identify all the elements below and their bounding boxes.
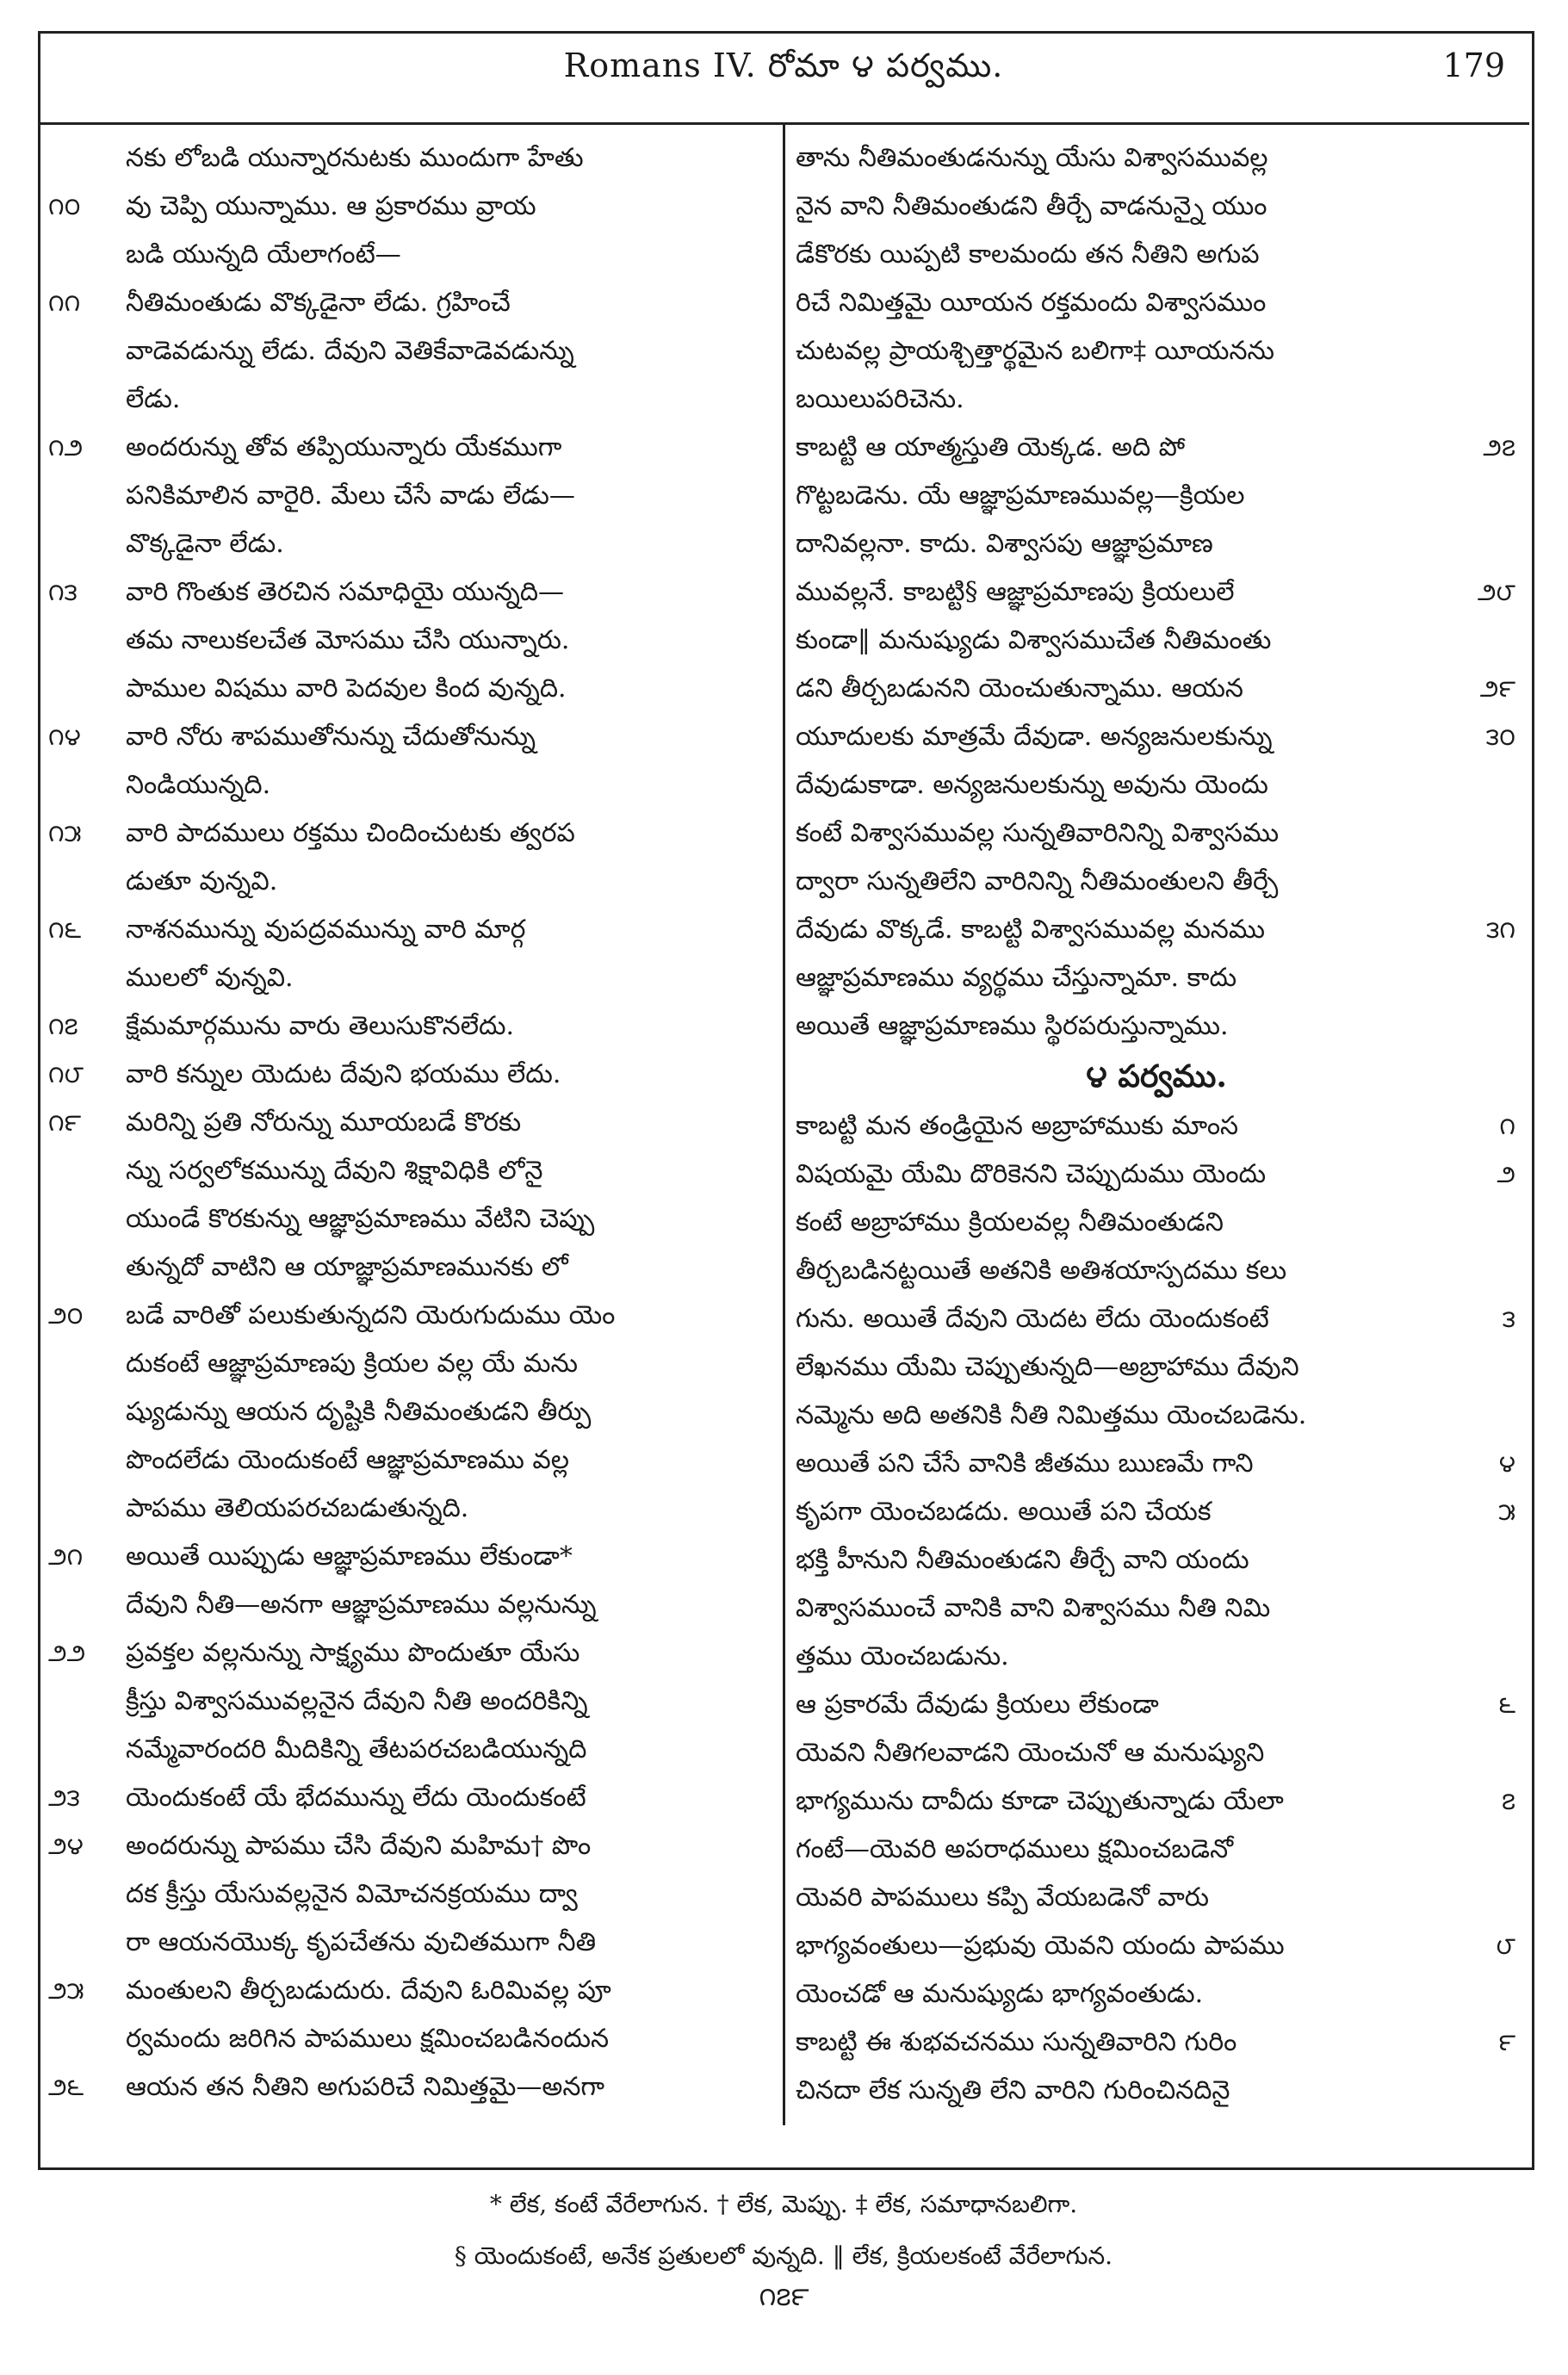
text-line [792,375,1521,424]
verse-number: ౧౧ [48,288,81,317]
text-line [48,327,776,375]
text-line [48,520,776,568]
verse-text: యెవరి పాపములు కప్పి వేయబడెనో వారు [796,1882,1209,1913]
verse-number: ౨౪ [48,1832,84,1860]
right-column-chapter3-end [792,134,1521,1051]
verse-text: భాగ్యవంతులు—ప్రభువు యెవని యందు పాపము [796,1931,1285,1961]
text-line [792,954,1521,1002]
text-line [48,2015,776,2063]
text-line [792,1247,1521,1295]
verse-text: కంటే విశ్వాసమువల్ల సున్నతివారినిన్ని విశ్వాసము [796,818,1280,848]
verse-number: ౫ [1498,1498,1515,1526]
verse-text: అయితే యిప్పుడు ఆజ్ఞాప్రమాణము లేకుండా* [126,1541,573,1572]
verse-text: లేఖనము యేమి చెప్పుతున్నది—అబ్రాహాము దేవుని [796,1352,1299,1382]
verse-text: వారి కన్నుల యెదుట దేవుని భయము లేదు. [126,1059,561,1089]
text-line [792,279,1521,327]
verse-text: తీర్చబడినట్టయితే అతనికి అతిశయాస్పదము కలు [796,1256,1287,1286]
text-line [792,1199,1521,1247]
text-line [48,1919,776,1967]
verse-number: ౨౮ [1477,578,1515,606]
verse-text: డేకొరకు యిప్పటి కాలమందు తన నీతిని అగుప [796,239,1260,270]
text-line [792,1295,1521,1343]
left-column [48,134,776,2115]
text-line [48,761,776,809]
verse-text: నీతిమంతుడు వొక్కడైనా లేడు. గ్రహించే [126,288,511,318]
verse-text: క్రీస్తు విశ్వాసమువల్లనైన దేవుని నీతి అందరికిన్ని [126,1686,588,1716]
verse-text: క్షేమమార్గమును వారు తెలుసుకొనలేదు. [126,1011,515,1041]
verse-number: ౨౧ [48,1542,84,1571]
text-line [792,231,1521,279]
text-line [48,1485,776,1533]
text-line [792,1970,1521,2018]
text-line [792,568,1521,617]
text-line [48,906,776,954]
text-line [792,183,1521,231]
text-line [792,1922,1521,1970]
verse-text: మువల్లనే. కాబట్టి§ ఆజ్ఞాప్రమాణపు క్రియలులే [796,577,1235,607]
text-line [48,809,776,858]
text-line [792,1102,1521,1150]
text-line [48,1243,776,1292]
text-line [792,1343,1521,1392]
verse-text: తున్నదో వాటిని ఆ యాజ్ఞాప్రమాణమునకు లో [126,1252,568,1282]
text-line [792,906,1521,954]
text-line [792,761,1521,809]
verse-number: ౧౪ [48,722,81,751]
text-line [48,954,776,1002]
verse-text: నాశనమున్ను వుపద్రవమున్ను వారి మార్గ [126,915,526,945]
page-number: 179 [1442,47,1505,84]
verse-text: తమ నాలుకలచేత మోసము చేసి యున్నారు. [126,625,570,655]
verse-number: ౯ [1498,2028,1515,2056]
text-line [48,1870,776,1919]
verse-text: ఆయన తన నీతిని అగుపరిచే నిమిత్తమై—అనగా [126,2072,605,2102]
verse-text: ఆజ్ఞాప్రమాణము వ్యర్థము చేస్తున్నామా. కాదు [796,963,1237,993]
verse-text: ష్యుడున్ను ఆయన దృష్టికి నీతిమంతుడని తీర్పు [126,1397,592,1427]
text-line [48,1436,776,1485]
verse-text: మంతులని తీర్చబడుదురు. దేవుని ఓరిమివల్ల పూ [126,1975,611,2006]
text-line [792,1777,1521,1826]
verse-text: యూదులకు మాత్రమే దేవుడా. అన్యజనులకున్ను [796,722,1273,752]
verse-text: చినదా లేక సున్నతి లేని వారిని గురించినదినై [796,2075,1230,2105]
verse-text: అయితే ఆజ్ఞాప్రమాణము స్థిరపరుస్తున్నాము. [796,1011,1229,1041]
text-line [792,327,1521,375]
verse-number: ౧౨ [48,433,84,462]
verse-number: ౧౯ [48,1108,82,1137]
verse-text: దేవుని నీతి—అనగా ఆజ్ఞాప్రమాణము వల్లనున్ను [126,1590,597,1620]
verse-number: ౧౫ [48,819,82,847]
verse-text: దానివల్లనా. కాదు. విశ్వాసపు ఆజ్ఞాప్రమాణ [796,529,1213,559]
verse-text: ద్వారా సున్నతిలేని వారినిన్ని నీతిమంతులని తీర్చే [796,866,1279,896]
verse-text: దేవుడు వొక్కడే. కాబట్టి విశ్వాసమువల్ల మనము [796,915,1265,945]
verse-text: భాగ్యమును దావీదు కూడా చెప్పుతున్నాడు యేలా [796,1786,1284,1816]
verse-text: నమ్మేవారందరి మీదికిన్ని తేటపరచబడియున్నది [126,1734,587,1764]
verse-text: యెందుకంటే యే భేదమున్ను లేదు యెందుకంటే [126,1783,586,1813]
text-line [48,472,776,520]
verse-text: పనికిమాలిన వారైరి. మేలు చేసే వాడు లేడు— [126,481,575,511]
text-line [792,1874,1521,1922]
chapter-heading: ౪ పర్వము. [1086,1058,1227,1094]
verse-text: అందరున్ను తోవ తప్పియున్నారు యేకముగా [126,432,562,462]
running-title: Romans IV. రోమా ౪ పర్వము. [563,47,1004,84]
footnote-line: § యెందుకంటే, అనేక ప్రతులలో వున్నది. ‖ లేక, క్రియలకంటే వేరేలాగున. [454,2242,1113,2270]
verse-text: కుండా‖ మనుష్యుడు విశ్వాసముచేత నీతిమంతు [796,625,1272,655]
text-line [48,1774,776,1822]
verse-text: చుటవల్ల ప్రాయశ్చిత్తార్థమైన బలిగా‡ యీయనను [796,336,1274,366]
right-column [792,134,1521,2115]
text-line [48,1292,776,1340]
footnote-line: * లేక, కంటే వేరేలాగున. † లేక, మెప్పు. ‡ లేక, సమాధానబలిగా. [489,2190,1078,2218]
verse-text: తాను నీతిమంతుడనున్ను యేసు విశ్వాసమువల్ల [796,143,1268,173]
verse-text: నైన వాని నీతిమంతుడని తీర్చే వాడనున్నై యుం [796,191,1267,221]
text-line [48,1002,776,1051]
verse-text: ములలో వున్నవి. [126,963,294,993]
signature-mark: ౧౭౯ [759,2282,809,2312]
text-line [792,1440,1521,1488]
text-line [792,1392,1521,1440]
verse-text: కాబట్టి ఈ శుభవచనము సున్నతివారిని గురిం [796,2027,1237,2057]
text-line [48,1677,776,1726]
verse-number: ౨ [1497,1160,1515,1188]
verse-number: ౪ [1498,1449,1515,1478]
verse-text: కృపగా యెంచబడదు. అయితే పని చేయక [796,1497,1212,1527]
verse-number: ౧ [1499,1112,1515,1140]
verse-text: పొందలేడు యెందుకంటే ఆజ్ఞాప్రమాణము వల్ల [126,1445,570,1475]
verse-text: నమ్మెను అది అతనికి నీతి నిమిత్తము యెంచబడెను. [796,1400,1307,1430]
verse-number: ౧౦ [48,192,81,220]
footnotes [38,2179,1529,2282]
verse-text: బయిలుపరిచెను. [796,384,964,414]
text-line [48,1147,776,1195]
text-line [48,1726,776,1774]
verse-number: ౩ [1502,1305,1515,1333]
verse-number: ౧౮ [48,1060,84,1088]
verse-text: వు చెప్పి యున్నాము. ఆ ప్రకారము వ్రాయ [126,191,536,221]
text-line [792,1826,1521,1874]
text-line [792,1002,1521,1051]
text-line [48,1967,776,2015]
verse-text: ప్రవక్తల వల్లనున్ను సాక్ష్యము పొందుతూ యేసు [126,1638,580,1668]
verse-number: ౬ [1498,1690,1515,1719]
verse-text: భక్తి హీనుని నీతిమంతుడని తీర్చే వాని యందు [796,1545,1249,1575]
verse-number: ౩౧ [1486,915,1515,944]
text-line [48,279,776,327]
verse-text: వారి నోరు శాపముతోనున్ను చేదుతోనున్ను [126,722,536,752]
verse-text: కాబట్టి ఆ యాత్మస్తుతి యెక్కడ. అది పో [796,432,1186,462]
text-line [792,1536,1521,1584]
text-line [792,665,1521,713]
text-line [792,520,1521,568]
text-line [48,1388,776,1436]
verse-number: ౨౫ [48,1976,84,2005]
verse-text: దుకంటే ఆజ్ఞాప్రమాణపు క్రియల వల్ల యే మను [126,1349,578,1379]
verse-text: పాపము తెలియపరచబడుతున్నది. [126,1493,469,1523]
verse-text: లేడు. [126,384,181,414]
verse-number: ౧౬ [48,915,82,944]
verse-text: విశ్వాసముంచే వానికి వాని విశ్వాసము నీతి నిమి [796,1593,1271,1623]
text-line [48,1629,776,1677]
text-line [792,2067,1521,2115]
verse-text: మరిన్ని ప్రతి నోరున్ను మూయబడే కొరకు [126,1107,522,1138]
verse-number: ౮ [1496,1932,1515,1960]
running-header [38,31,1529,125]
text-line [792,1584,1521,1633]
verse-text: ఆ ప్రకారమే దేవుడు క్రియలు లేకుండా [796,1690,1159,1720]
text-line [792,472,1521,520]
verse-number: ౧౩ [48,578,77,606]
verse-text: యెవని నీతిగలవాడని యెంచునో ఆ మనుష్యుని [796,1738,1265,1768]
verse-text: త్తము యెంచబడును. [796,1641,1009,1671]
text-line [48,424,776,472]
text-line [48,1533,776,1581]
text-line [48,617,776,665]
text-line [48,134,776,183]
verse-text: కంటే అబ్రాహాము క్రియలవల్ల నీతిమంతుడని [796,1207,1224,1237]
verse-text: నకు లోబడి యున్నారనుటకు ముందుగా హేతు [126,143,584,173]
text-line [792,713,1521,761]
verse-text: యుండే కొరకున్ను ఆజ్ఞాప్రమాణము వేటిని చెప్పు [126,1204,595,1234]
verse-text: వారి గొంతుక తెరచిన సమాధియై యున్నది— [126,577,565,607]
verse-number: ౨౬ [48,2073,84,2101]
verse-number: ౨౯ [1479,674,1515,703]
verse-text: యెంచడో ఆ మనుష్యుడు భాగ్యవంతుడు. [796,1979,1204,2009]
verse-text: కాబట్టి మన తండ్రియైన అబ్రాహాముకు మాంస [796,1111,1239,1141]
text-line [792,809,1521,858]
text-line [48,858,776,906]
verse-text: బడి యున్నది యేలాగంటే— [126,239,401,270]
text-line [792,1633,1521,1681]
text-line [48,1099,776,1147]
text-line [792,2018,1521,2067]
verse-text: దక క్రీస్తు యేసువల్లనైన విమోచనక్రయము ద్వా [126,1879,578,1909]
verse-number: ౨౦ [48,1301,84,1330]
text-line [792,1681,1521,1729]
verse-text: రా ఆయనయొక్క కృపచేతను వుచితముగా నీతి [126,1927,597,1957]
verse-text: దేవుడుకాడా. అన్యజనులకున్ను అవును యెందు [796,770,1268,800]
text-line [48,665,776,713]
verse-text: గంటే—యెవరి అపరాధములు క్షమించబడెనో [796,1834,1234,1864]
verse-text: విషయమై యేమి దొరికెనని చెప్పుదుము యెందు [796,1159,1267,1189]
verse-text: వారి పాదములు రక్తము చిందించుటకు త్వరప [126,818,575,848]
verse-number: ౧౭ [48,1012,78,1040]
text-line [48,183,776,231]
verse-text: అయితే పని చేసే వానికి జీతము ఋణమే గాని [796,1448,1254,1479]
verse-text: గును. అయితే దేవుని యెదట లేదు యెందుకంటే [796,1304,1269,1334]
verse-text: పాముల విషము వారి పెదవుల కింద వున్నది. [126,673,567,704]
text-line [48,1051,776,1099]
verse-text: అందరున్ను పాపము చేసి దేవుని మహిమ† పొం [126,1831,592,1861]
text-line [48,1195,776,1243]
text-line [48,1822,776,1870]
verse-number: ౩౦ [1485,722,1515,751]
text-line [48,1340,776,1388]
text-line [792,1150,1521,1199]
verse-text: నిండియున్నది. [126,770,271,800]
text-line [792,617,1521,665]
text-line [48,713,776,761]
verse-number: ౨౩ [48,1783,80,1812]
verse-text: ర్వమందు జరిగిన పాపములు క్షమించబడినందున [126,2024,610,2054]
verse-number: ౨౨ [48,1639,86,1667]
text-line [792,858,1521,906]
verse-number: ౭ [1501,1787,1515,1815]
verse-text: గొట్టబడెను. యే ఆజ్ఞాప్రమాణమువల్ల—క్రియల [796,481,1245,511]
verse-text: బడే వారితో పలుకుతున్నదని యెరుగుదుము యెం [126,1300,616,1330]
text-line [792,424,1521,472]
text-line [48,1581,776,1629]
verse-number: ౨౭ [1483,433,1515,462]
right-column-chapter4 [792,1102,1521,2115]
verse-text: రిచే నిమిత్తమై యీయన రక్తమందు విశ్వాసముం [796,288,1267,318]
verse-text: వాడెవడున్ను లేడు. దేవుని వెతికేవాడెవడున్ను [126,336,574,366]
verse-text: వొక్కడైనా లేడు. [126,529,284,559]
column-divider [783,122,785,2125]
text-line [792,134,1521,183]
verse-text: డని తీర్చబడునని యెంచుతున్నాము. ఆయన [796,673,1243,704]
text-line [792,1729,1521,1777]
verse-text: డుతూ వున్నవి. [126,866,278,896]
text-line [48,2063,776,2111]
text-line [48,231,776,279]
text-line [792,1488,1521,1536]
verse-text: న్ను సర్వలోకమున్ను దేవుని శిక్షావిధికి లోనై [126,1156,543,1186]
text-line [48,568,776,617]
text-line [48,375,776,424]
